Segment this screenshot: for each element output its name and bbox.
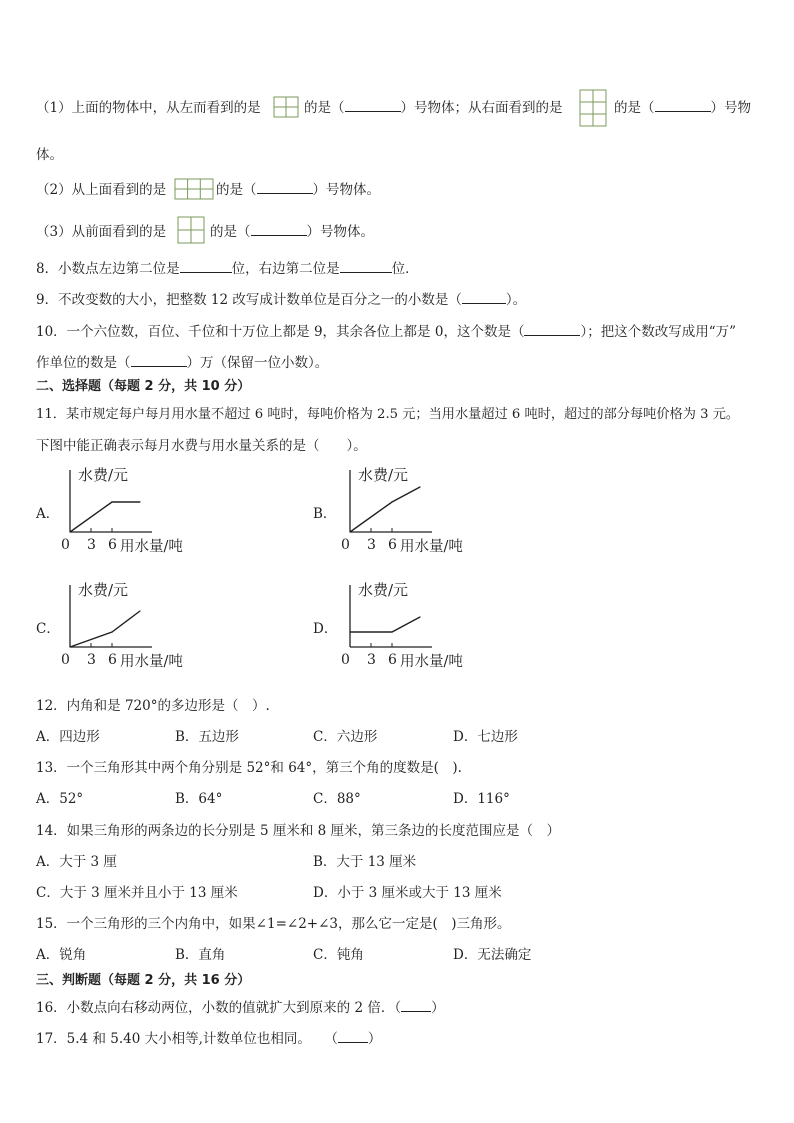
data-point (69, 531, 70, 532)
question-8: 8．小数点左边第二位是 位，右边第二位是 位． (36, 261, 419, 277)
option-d-label[interactable]: D． (313, 621, 338, 637)
x-tick-label: 6 (388, 652, 397, 668)
q14-option-a[interactable]: A．大于 3 厘 (36, 854, 117, 870)
x-axis-label: 用水量/吨 (120, 539, 183, 555)
answer-blank[interactable] (462, 291, 506, 304)
x-tick-label: 3 (367, 652, 376, 668)
x-tick-label: 0 (341, 537, 350, 553)
option-c-label[interactable]: C． (36, 621, 60, 637)
answer-blank[interactable] (524, 323, 580, 336)
data-point (419, 616, 420, 617)
q12-option-c[interactable]: C．六边形 (313, 729, 378, 745)
data-line (350, 617, 420, 632)
option-b-label[interactable]: B． (313, 506, 337, 522)
q14-option-b[interactable]: B．大于 13 厘米 (313, 854, 417, 870)
option-a-label[interactable]: A． (36, 506, 60, 522)
data-point (139, 610, 140, 611)
q7-part1-line2: 体。 (36, 147, 63, 163)
right-view-grid-icon (579, 89, 607, 127)
y-axis-label: 水费/元 (358, 466, 409, 484)
q15-option-b[interactable]: B．直角 (175, 947, 226, 963)
q7-part1-line1c: 的是（ ）号物 (614, 100, 751, 116)
q13-option-a[interactable]: A．52° (36, 791, 84, 807)
q7-part3b: 的是（ ）号物体。 (210, 224, 374, 240)
data-point (419, 486, 420, 487)
q13-option-b[interactable]: B．64° (175, 791, 223, 807)
answer-blank[interactable] (251, 223, 307, 236)
x-tick-label: 3 (87, 652, 96, 668)
q14-option-c[interactable]: C．大于 3 厘米并且小于 13 厘米 (36, 885, 238, 901)
chart-option-d[interactable] (336, 577, 496, 677)
answer-blank[interactable] (340, 260, 392, 273)
data-line (70, 611, 140, 647)
question-17: 17．5.4 和 5.40 大小相等,计数单位也相同。 （ ） (36, 1031, 382, 1047)
question-11-line1: 11．某市规定每户每月用水量不超过 6 吨时，每吨价格为 2.5 元；当用水量超过 6 吨时，超过的部分每吨价格为 3 元。 (36, 407, 740, 422)
left-view-grid-icon (273, 96, 299, 118)
top-view-grid-icon (174, 178, 214, 200)
q13-option-d[interactable]: D．116° (453, 791, 510, 807)
data-point (391, 631, 392, 632)
question-13: 13．一个三角形其中两个角分别是 52°和 64°，第三个角的度数是( ). (36, 760, 462, 776)
x-tick-label: 0 (341, 652, 350, 668)
front-view-grid-icon (177, 216, 205, 244)
x-tick-label: 3 (367, 537, 376, 553)
x-tick-label: 0 (61, 652, 70, 668)
q7-part1-line1: （1）上面的物体中，从左而看到的是 (36, 100, 261, 116)
data-point (139, 501, 140, 502)
q15-option-a[interactable]: A．锐角 (36, 947, 87, 963)
question-16: 16．小数点向右移动两位，小数的值就扩大到原来的 2 倍．（ ） (36, 1000, 445, 1016)
data-point (391, 501, 392, 502)
q13-option-c[interactable]: C．88° (313, 791, 361, 807)
q7-part1-line1b: 的是（ ）号物体；从右面看到的是 (304, 100, 563, 116)
q12-option-b[interactable]: B．五边形 (175, 729, 239, 745)
question-14: 14．如果三角形的两条边的长分别是 5 厘米和 8 厘米，第三条边的长度范围应是（ ） (36, 823, 561, 839)
answer-blank[interactable] (401, 999, 431, 1012)
q7-part2b: 的是（ ）号物体。 (216, 182, 380, 198)
question-15: 15．一个三角形的三个内角中，如果∠1=∠2+∠3，那么它一定是( )三角形。 (36, 916, 511, 932)
y-axis-label: 水费/元 (78, 581, 129, 599)
x-axis-label: 用水量/吨 (400, 539, 463, 555)
data-point (69, 646, 70, 647)
section-2-heading: 二、选择题（每题 2 分，共 10 分） (36, 379, 251, 394)
y-axis-label: 水费/元 (78, 466, 129, 484)
chart-option-b[interactable] (336, 462, 496, 562)
data-point (111, 631, 112, 632)
q12-option-d[interactable]: D．七边形 (453, 729, 518, 745)
q7-part2: （2）从上面看到的是 (36, 182, 167, 198)
data-point (349, 531, 350, 532)
answer-blank[interactable] (338, 1030, 368, 1043)
q7-part3: （3）从前面看到的是 (36, 224, 167, 240)
q15-option-c[interactable]: C．钝角 (313, 947, 364, 963)
section-3-heading: 三、判断题（每题 2 分，共 16 分） (36, 973, 251, 988)
x-tick-label: 6 (388, 537, 397, 553)
answer-blank[interactable] (655, 99, 711, 112)
data-point (111, 501, 112, 502)
question-9: 9．不改变数的大小，把整数 12 改写成计数单位是百分之一的小数是（ ）。 (36, 292, 527, 308)
question-11-line2: 下图中能正确表示每月水费与用水量关系的是（ ）。 (36, 438, 367, 454)
x-axis-label: 用水量/吨 (120, 654, 183, 670)
answer-blank[interactable] (131, 354, 187, 367)
data-point (349, 631, 350, 632)
answer-blank[interactable] (345, 99, 401, 112)
x-tick-label: 6 (108, 537, 117, 553)
x-tick-label: 0 (61, 537, 70, 553)
question-10-line2: 作单位的数是（ ）万（保留一位小数）。 (36, 355, 329, 371)
answer-blank[interactable] (257, 181, 313, 194)
chart-option-a[interactable] (56, 462, 216, 562)
answer-blank[interactable] (180, 260, 232, 273)
question-10-line1: 10．一个六位数，百位、千位和十万位上都是 9，其余各位上都是 0，这个数是（ ）；把这个数改写成用“万” (36, 324, 737, 340)
data-line (70, 502, 140, 532)
y-axis-label: 水费/元 (358, 581, 409, 599)
q12-option-a[interactable]: A．四边形 (36, 729, 100, 745)
chart-option-c[interactable] (56, 577, 216, 677)
q14-option-d[interactable]: D．小于 3 厘米或大于 13 厘米 (313, 885, 502, 901)
data-line (350, 487, 420, 532)
x-axis-label: 用水量/吨 (400, 654, 463, 670)
question-12: 12．内角和是 720°的多边形是（ ）. (36, 698, 270, 714)
x-tick-label: 6 (108, 652, 117, 668)
q15-option-d[interactable]: D．无法确定 (453, 947, 532, 963)
x-tick-label: 3 (87, 537, 96, 553)
